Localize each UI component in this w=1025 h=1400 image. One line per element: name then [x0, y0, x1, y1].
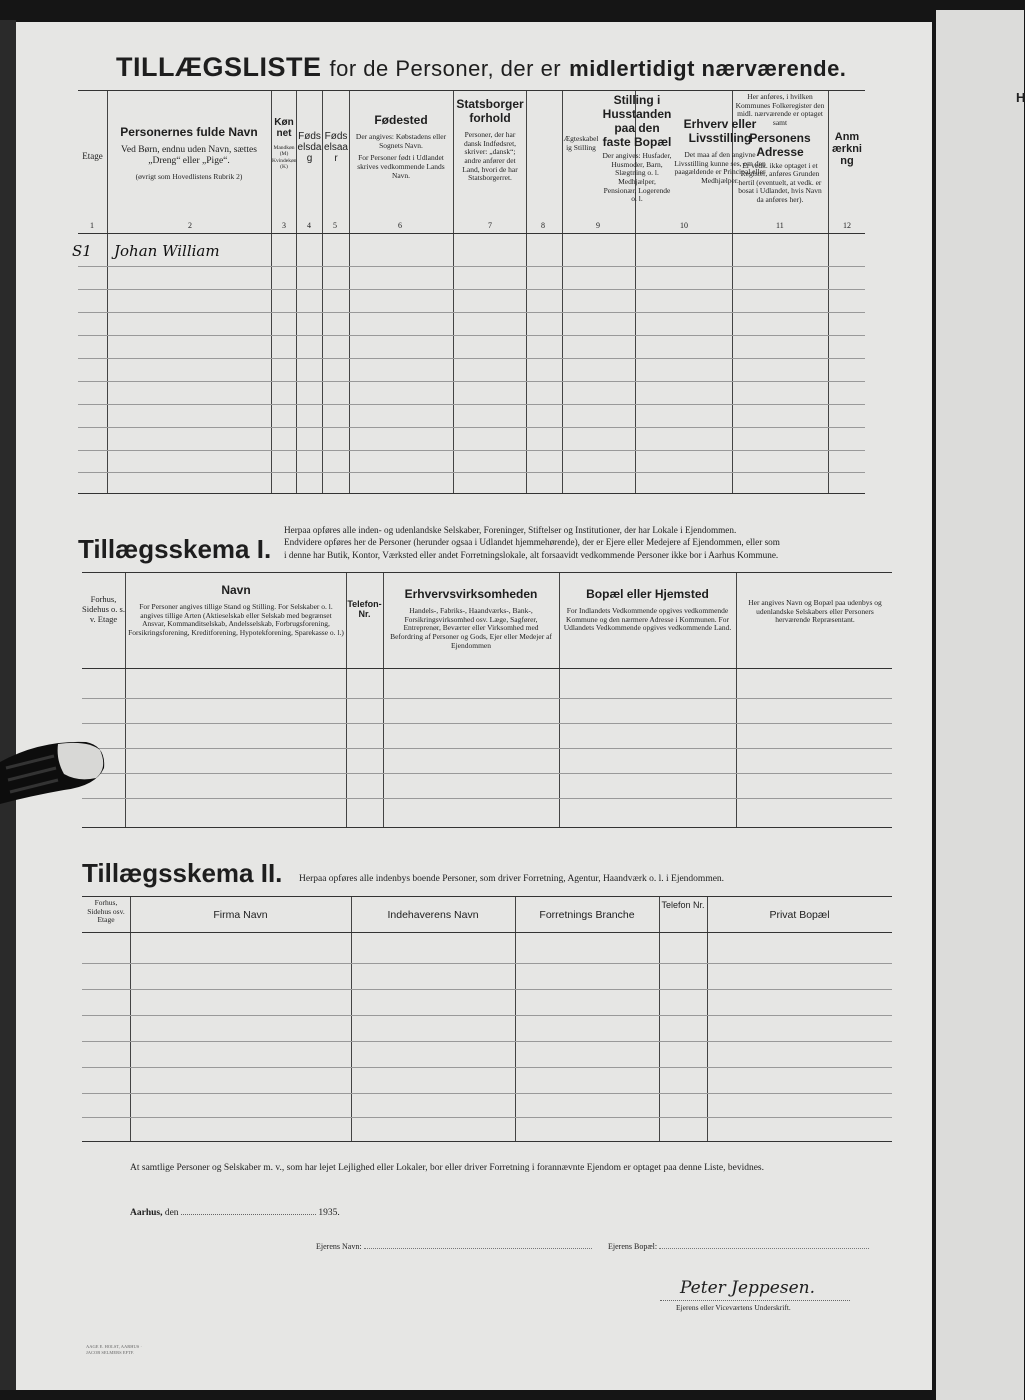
col-household-header: Stilling i Husstanden paa den faste Bopæl Der angives: Husfader, Husmoder, Barn, Slægtning o. l. Medhjælper, Pensionær, Logerende o. l. — [602, 93, 672, 204]
schema2-title: Tillægsskema II. — [82, 858, 283, 888]
schema1-col-erhverv: Erhvervsvirksomheden Handels-, Fabriks-, Haandværks-, Bank-, Forsikringsvirksomhed osv. Læge, Sagfører, Entreprenør, Beværter eller Virksomhed med Befordring af Personer og Gods, Ejer eller Medejer af Ejendommen — [390, 587, 552, 650]
main-list-table: Etage Personernes fulde Navn Ved Børn, endnu uden Navn, sættes „Dreng“ eller „Pige“. (øvrigt som Hovedlistens Rubrik 2) Kønnet Mandkøn (M) Kvindekøn (K) Fødselsdag Fødselsaar Fødested Der angives: Købstadens eller Sognets Navn. For Personer født i Udlandet skrives vedkommende Lands Navn. Statsborgerforhold Personer, der har dansk Indfødsret, skriver: „dansk“; andre anfører det Land, hvori de har Statsborgerret. Ægteskabelig Stilling Stilling i Husstanden paa den faste Bopæl Der angives: Husfader, Husmoder, Barn, Slægtning o. l. Medhjælper, Pensionær, Logerende o. l. Erhverv eller Livsstilling Det maa af den angivne Livsstilling kunne ses, om den paagældende er Principal eller Medhjælper. Her anføres, i hvilken Kommunes Folkeregister den midl. nærværende er optaget samt Personens Adresse Er vedk. ikke optaget i et Register, anføres Grunden hertil (eventuelt, at vedk. er bosat i Udlandet, hvis Navn da anføres her). Anmærkning 1 2 3 4 5 6 7 8 9 10 11 12 S1 Johan William — [78, 90, 865, 494]
col-birthyear-header: Fødselsaar — [324, 131, 348, 164]
owner-address-field: Ejerens Bopæl: — [608, 1242, 869, 1251]
printer-mark: AAGE E. HOLST, AARHUS · JACOB SELMERS EFTF. — [86, 1344, 142, 1355]
schema2-table — [82, 896, 892, 1142]
col-citizenship-header: Statsborgerforhold Personer, der har dansk Indfødsret, skriver: „dansk“; andre anfører det Land, hvori de har Statsborgerret. — [456, 97, 524, 183]
signature-caption: Ejerens eller Viceværtens Underskrift. — [676, 1303, 791, 1312]
col-name-header: Personernes fulde Navn Ved Børn, endnu uden Navn, sættes „Dreng“ eller „Pige“. (øvrigt som Hovedlistens Rubrik 2) — [120, 125, 258, 181]
col-birthplace-header: Fødested Der angives: Købstadens eller Sognets Navn. For Personer født i Udlandet skrives vedkommende Lands Navn. — [355, 113, 447, 180]
col-remark-header: Anmærkning — [832, 131, 862, 167]
entry-name: Johan William — [114, 242, 220, 260]
schema1-table — [82, 572, 892, 828]
col-birthday-header: Fødselsdag — [297, 131, 322, 164]
form-page — [16, 22, 932, 1390]
schema1-intro: Herpaa opføres alle inden- og udenlandske Selskaber, Foreninger, Stiftelser og Institutioner, der har Lokale i Ejendommen. Endvidere opføres her de Personer (herunder ogsaa i Udlandet hjemmehørende), der er Ejere eller Medejere af Ejendommen, eller som i denne har Butik, Kontor, Værksted eller andet Forretningslokale, alt forsaavidt vedkommende Personer ikke bor i Aarhus Kommune. — [284, 525, 780, 560]
facing-page — [936, 10, 1024, 1400]
main-title-rest: for de Personer, der er — [329, 56, 562, 81]
col-marital-header: Ægteskabelig Stilling — [563, 134, 599, 152]
facing-page-mark: H — [1016, 90, 1025, 105]
col-etage-header: Etage — [82, 151, 103, 161]
owner-name-field: Ejerens Navn: — [316, 1242, 592, 1251]
schema2-col-firma: Firma Navn — [213, 909, 268, 921]
attestation-text: At samtlige Personer og Selskaber m. v., som har lejet Lejlighed eller Lokaler, bor eller driver Forretning i forannævnte Ejendom er optaget paa denne Liste, bevidnes. — [130, 1163, 764, 1173]
schema2-col-indehaver: Indehaverens Navn — [387, 909, 479, 921]
schema1-title: Tillægsskema I. — [78, 534, 272, 564]
schema1-col-navn: Navn For Personer angives tillige Stand og Stilling. For Selskaber o. l. angives tillige Arten (Aktieselskab eller Selskab med begrænset Ansvar, Kommanditselskab, Andelsselskab, Forbrugsforening, Forsikringsforening, Kreditforening, Hypotekforening, Sparekasse o. l.) — [128, 583, 344, 637]
col-occupation-header: Erhverv eller Livsstilling Det maa af den angivne Livsstilling kunne ses, om den paagældende er Principal eller Medhjælper. — [674, 117, 766, 185]
schema1-col-telefon: Telefon-Nr. — [347, 599, 382, 619]
schema1-col-etage: Forhus, Sidehus o. s. v. Etage — [82, 594, 125, 624]
main-title-bold: TILLÆGSLISTE — [116, 52, 322, 82]
schema2-intro: Herpaa opføres alle indenbys boende Personer, som driver Forretning, Agentur, Haandværk o. l. i Ejendommen. — [299, 874, 725, 884]
entry-etage: S1 — [72, 242, 92, 260]
schema2-col-etage: Forhus, Sidehus osv. Etage — [87, 898, 125, 925]
schema1-col-bopael: Bopæl eller Hjemsted For Indlandets Vedkommende opgives vedkommende Kommune og den nærmere Adresse i Kommunen. For Udlandets Vedkommende opgives vedkommende Land. — [563, 587, 732, 633]
schema2-col-bopael: Privat Bopæl — [769, 909, 830, 921]
col-sex-header: Kønnet Mandkøn (M) Kvindekøn (K) — [272, 117, 297, 170]
col-address-header: Her anføres, i hvilken Kommunes Folkeregister den midl. nærværende er optaget samt Personens Adresse Er vedk. ikke optaget i et Register, anføres Grunden hertil (eventuelt, at vedk. er bosat i Udlandet, hvis Navn da anføres her). — [735, 92, 825, 204]
main-title-bold2: midlertidigt nærværende. — [569, 56, 847, 81]
owner-signature: Peter Jeppesen. — [680, 1278, 815, 1298]
date-line: Aarhus, den 1935. — [130, 1208, 340, 1218]
main-title — [116, 52, 846, 83]
book-spine — [0, 20, 16, 1390]
schema2-col-branche: Forretnings Branche — [539, 909, 635, 921]
thumb-clip-shape — [0, 738, 108, 808]
schema2-col-telefon: Telefon Nr. — [661, 900, 705, 910]
schema1-col-rep: Her angives Navn og Bopæl paa udenbys og udenlandske Selskabers eller Personers herværende Repræsentant. — [748, 598, 882, 625]
